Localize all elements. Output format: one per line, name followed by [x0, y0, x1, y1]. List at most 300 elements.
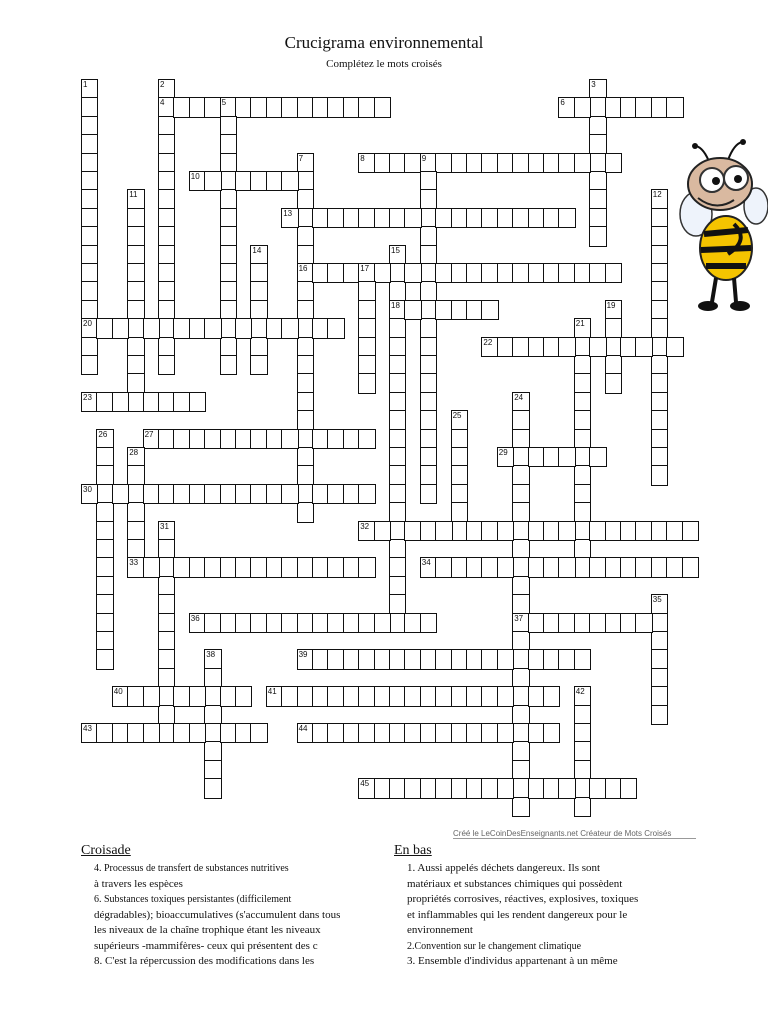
clue-number: 25 [452, 411, 462, 421]
crossword-cell[interactable] [96, 521, 113, 541]
crossword-cell[interactable] [589, 447, 606, 467]
clue-number: 29 [498, 448, 508, 457]
crossword-cell[interactable] [81, 484, 98, 504]
clue-number: 32 [360, 521, 370, 531]
crossword-cell[interactable] [96, 447, 113, 467]
crossword-cell[interactable] [96, 631, 113, 651]
crossword-cell[interactable] [127, 208, 144, 228]
clue-line: 4. Processus de transfert de substances nutritives [94, 863, 289, 874]
crossword-cell[interactable] [404, 263, 421, 283]
crossword-cell[interactable] [420, 189, 437, 209]
crossword-cell[interactable] [358, 557, 375, 577]
crossword-cell[interactable] [420, 484, 437, 504]
crossword-cell[interactable] [512, 465, 529, 485]
crossword-cell[interactable] [189, 686, 206, 706]
crossword-cell[interactable] [158, 539, 175, 559]
crossword-cell[interactable] [420, 245, 437, 265]
crossword-cell[interactable] [158, 79, 175, 99]
clue-line: 8. C'est la répercussion des modifications dans les [94, 955, 315, 967]
crossword-cell[interactable] [327, 318, 344, 338]
crossword-cell[interactable] [558, 208, 575, 228]
crossword-cell[interactable] [605, 318, 622, 338]
crossword-cell[interactable] [389, 355, 406, 375]
credit-text: Créé le LeCoinDesEnseignants.net Créateur de Mots Croisés [453, 829, 672, 838]
crossword-cell[interactable] [497, 723, 514, 743]
crossword-cell[interactable] [250, 337, 267, 357]
crossword-cell[interactable] [81, 337, 98, 357]
credit-divider [453, 838, 696, 839]
crossword-cell[interactable] [297, 245, 314, 265]
crossword-cell[interactable] [512, 539, 529, 559]
crossword-cell[interactable] [497, 778, 514, 798]
crossword-cell[interactable] [143, 318, 160, 338]
crossword-cell[interactable] [220, 116, 237, 136]
crossword-cell[interactable] [651, 668, 668, 688]
crossword-cell[interactable] [81, 300, 98, 320]
crossword-cell[interactable] [220, 300, 237, 320]
crossword-cell[interactable] [512, 668, 529, 688]
crossword-cell[interactable] [158, 668, 175, 688]
crossword-cell[interactable] [512, 484, 529, 504]
crossword-cell[interactable] [574, 502, 591, 522]
crossword-cell[interactable] [558, 521, 575, 541]
crossword-cell[interactable] [297, 502, 314, 522]
crossword-cell[interactable] [574, 318, 591, 338]
crossword-cell[interactable] [574, 649, 591, 669]
crossword-cell[interactable] [651, 613, 668, 633]
crossword-cell[interactable] [543, 723, 560, 743]
crossword-cell[interactable] [389, 373, 406, 393]
crossword-cell[interactable] [558, 447, 575, 467]
crossword-cell[interactable] [250, 355, 267, 375]
crossword-cell[interactable] [81, 281, 98, 301]
crossword-cell[interactable] [666, 337, 683, 357]
crossword-cell[interactable] [220, 134, 237, 154]
crossword-cell[interactable] [497, 521, 514, 541]
crossword-cell[interactable] [358, 429, 375, 449]
crossword-cell[interactable] [635, 613, 652, 633]
crossword-cell[interactable] [651, 649, 668, 669]
crossword-cell[interactable] [158, 594, 175, 614]
crossword-cell[interactable] [358, 281, 375, 301]
crossword-cell[interactable] [297, 410, 314, 430]
crossword-cell[interactable] [297, 355, 314, 375]
crossword-cell[interactable] [389, 594, 406, 614]
crossword-cell[interactable] [512, 392, 529, 412]
crossword-cell[interactable] [281, 208, 298, 228]
crossword-cell[interactable] [220, 226, 237, 246]
crossword-cell[interactable] [112, 392, 129, 412]
crossword-cell[interactable] [81, 226, 98, 246]
crossword-cell[interactable] [158, 208, 175, 228]
crossword-cell[interactable] [589, 189, 606, 209]
crossword-cell[interactable] [420, 171, 437, 191]
crossword-cell[interactable] [651, 631, 668, 651]
crossword-cell[interactable] [543, 686, 560, 706]
crossword-cell[interactable] [204, 778, 221, 798]
crossword-cell[interactable] [651, 245, 668, 265]
crossword-cell[interactable] [297, 189, 314, 209]
crossword-cell[interactable] [389, 281, 406, 301]
crossword-cell[interactable] [651, 355, 668, 375]
crossword-cell[interactable] [420, 373, 437, 393]
crossword-cell[interactable] [158, 226, 175, 246]
crossword-cell[interactable] [96, 429, 113, 449]
crossword-cell[interactable] [589, 134, 606, 154]
crossword-cell[interactable] [358, 318, 375, 338]
crossword-cell[interactable] [651, 263, 668, 283]
crossword-cell[interactable] [127, 300, 144, 320]
crossword-cell[interactable] [420, 337, 437, 357]
crossword-cell[interactable] [389, 318, 406, 338]
crossword-cell[interactable] [127, 337, 144, 357]
crossword-cell[interactable] [682, 557, 699, 577]
clue-number: 3 [591, 80, 596, 89]
crossword-cell[interactable] [512, 705, 529, 725]
crossword-cell[interactable] [204, 668, 221, 688]
crossword-cell[interactable] [512, 410, 529, 430]
crossword-cell[interactable] [512, 741, 529, 761]
crossword-cell[interactable] [420, 410, 437, 430]
crossword-cell[interactable] [512, 429, 529, 449]
crossword-cell[interactable] [574, 741, 591, 761]
crossword-cell[interactable] [158, 355, 175, 375]
crossword-cell[interactable] [651, 410, 668, 430]
crossword-cell[interactable] [420, 613, 437, 633]
crossword-cell[interactable] [481, 300, 498, 320]
crossword-cell[interactable] [497, 686, 514, 706]
crossword-cell[interactable] [297, 281, 314, 301]
crossword-cell[interactable] [297, 392, 314, 412]
crossword-cell[interactable] [358, 355, 375, 375]
crossword-cell[interactable] [158, 705, 175, 725]
crossword-cell[interactable] [512, 576, 529, 596]
clue-number: 14 [252, 245, 262, 255]
crossword-cell[interactable] [389, 245, 406, 265]
crossword-cell[interactable] [666, 97, 683, 117]
crossword-cell[interactable] [220, 281, 237, 301]
crossword-cell[interactable] [651, 189, 668, 209]
crossword-cell[interactable] [620, 778, 637, 798]
clue-line: et inflammables qui les rendent dangereux pour le [407, 908, 628, 921]
crossword-cell[interactable] [558, 557, 575, 577]
crossword-cell[interactable] [389, 447, 406, 467]
crossword-cell[interactable] [420, 392, 437, 412]
crossword-cell[interactable] [96, 465, 113, 485]
crossword-cell[interactable] [589, 79, 606, 99]
crossword-cell[interactable] [127, 373, 144, 393]
crossword-cell[interactable] [235, 686, 252, 706]
crossword-cell[interactable] [158, 300, 175, 320]
crossword-cell[interactable] [204, 741, 221, 761]
crossword-cell[interactable] [435, 521, 452, 541]
crossword-cell[interactable] [204, 705, 221, 725]
crossword-cell[interactable] [96, 539, 113, 559]
crossword-cell[interactable] [143, 723, 160, 743]
crossword-cell[interactable] [589, 208, 606, 228]
clue-number: 22 [483, 337, 493, 347]
crossword-cell[interactable] [574, 686, 591, 706]
crossword-cell[interactable] [127, 245, 144, 265]
crossword-cell[interactable] [651, 594, 668, 614]
crossword-cell[interactable] [389, 429, 406, 449]
crossword-cell[interactable] [127, 355, 144, 375]
clue-number: 26 [98, 429, 108, 439]
crossword-cell[interactable] [81, 245, 98, 265]
crossword-cell[interactable] [220, 208, 237, 228]
crossword-cell[interactable] [297, 300, 314, 320]
crossword-cell[interactable] [81, 263, 98, 283]
crossword-cell[interactable] [605, 153, 622, 173]
crossword-cell[interactable] [158, 134, 175, 154]
crossword-cell[interactable] [574, 705, 591, 725]
clue-number: 7 [298, 153, 304, 163]
crossword-cell[interactable] [220, 153, 237, 173]
crossword-cell[interactable] [297, 153, 314, 173]
crossword-cell[interactable] [220, 337, 237, 357]
crossword-cell[interactable] [574, 760, 591, 780]
crossword-cell[interactable] [158, 631, 175, 651]
crossword-cell[interactable] [512, 631, 529, 651]
crossword-cell[interactable] [158, 153, 175, 173]
crossword-cell[interactable] [220, 189, 237, 209]
crossword-cell[interactable] [96, 613, 113, 633]
crossword-cell[interactable] [497, 649, 514, 669]
crossword-cell[interactable] [605, 355, 622, 375]
crossword-cell[interactable] [281, 429, 298, 449]
crossword-cell[interactable] [497, 447, 514, 467]
crossword-cell[interactable] [374, 263, 391, 283]
crossword-cell[interactable] [158, 245, 175, 265]
crossword-cell[interactable] [204, 649, 221, 669]
crossword-cell[interactable] [574, 373, 591, 393]
crossword-cell[interactable] [605, 373, 622, 393]
clue-line: dégradables); bioaccumulatives (s'accumulent dans tous [94, 908, 341, 921]
crossword-cell[interactable] [651, 226, 668, 246]
crossword-cell[interactable] [512, 502, 529, 522]
crossword-cell[interactable] [297, 373, 314, 393]
crossword-cell[interactable] [389, 557, 406, 577]
crossword-cell[interactable] [682, 521, 699, 541]
crossword-cell[interactable] [81, 355, 98, 375]
crossword-cell[interactable] [497, 557, 514, 577]
crossword-cell[interactable] [651, 281, 668, 301]
crossword-cell[interactable] [81, 97, 98, 117]
crossword-cell[interactable] [389, 576, 406, 596]
crossword-cell[interactable] [297, 337, 314, 357]
crossword-cell[interactable] [574, 723, 591, 743]
crossword-cell[interactable] [512, 594, 529, 614]
crossword-cell[interactable] [127, 263, 144, 283]
crossword-cell[interactable] [358, 300, 375, 320]
crossword-cell[interactable] [389, 465, 406, 485]
crossword-cell[interactable] [127, 539, 144, 559]
crossword-cell[interactable] [96, 502, 113, 522]
crossword-cell[interactable] [574, 797, 591, 817]
crossword-cell[interactable] [204, 318, 221, 338]
crossword-cell[interactable] [81, 116, 98, 136]
crossword-cell[interactable] [189, 392, 206, 412]
crossword-cell[interactable] [358, 337, 375, 357]
crossword-cell[interactable] [81, 153, 98, 173]
crossword-cell[interactable] [143, 686, 160, 706]
crossword-cell[interactable] [635, 337, 652, 357]
clue-line: 3. Ensemble d'individus appartenant à un même [407, 955, 618, 967]
crossword-cell[interactable] [158, 613, 175, 633]
clue-number: 35 [652, 595, 662, 605]
crossword-cell[interactable] [451, 502, 468, 522]
crossword-cell[interactable] [112, 318, 129, 338]
crossword-cell[interactable] [204, 171, 221, 191]
crossword-cell[interactable] [589, 337, 606, 357]
crossword-cell[interactable] [651, 318, 668, 338]
crossword-cell[interactable] [96, 557, 113, 577]
crossword-cell[interactable] [143, 557, 160, 577]
crossword-cell[interactable] [204, 760, 221, 780]
crossword-cell[interactable] [96, 576, 113, 596]
crossword-cell[interactable] [574, 153, 591, 173]
crossword-cell[interactable] [651, 447, 668, 467]
crossword-cell[interactable] [374, 521, 391, 541]
crossword-cell[interactable] [651, 373, 668, 393]
crossword-cell[interactable] [451, 484, 468, 504]
crossword-cell[interactable] [158, 189, 175, 209]
crossword-cell[interactable] [389, 484, 406, 504]
crossword-cell[interactable] [451, 465, 468, 485]
crossword-cell[interactable] [158, 576, 175, 596]
crossword-cell[interactable] [605, 263, 622, 283]
crossword-cell[interactable] [127, 189, 144, 209]
crossword-cell[interactable] [574, 539, 591, 559]
crossword-cell[interactable] [651, 686, 668, 706]
crossword-cell[interactable] [374, 613, 391, 633]
crossword-cell[interactable] [220, 263, 237, 283]
crossword-cell[interactable] [420, 318, 437, 338]
crossword-cell[interactable] [250, 263, 267, 283]
crossword-cell[interactable] [589, 171, 606, 191]
crossword-cell[interactable] [512, 797, 529, 817]
crossword-cell[interactable] [235, 318, 252, 338]
crossword-cell[interactable] [127, 521, 144, 541]
crossword-cell[interactable] [651, 392, 668, 412]
crossword-cell[interactable] [374, 97, 391, 117]
crossword-cell[interactable] [605, 300, 622, 320]
crossword-cell[interactable] [574, 484, 591, 504]
crossword-cell[interactable] [297, 447, 314, 467]
crossword-cell[interactable] [127, 502, 144, 522]
crossword-cell[interactable] [389, 392, 406, 412]
crossword-cell[interactable] [250, 245, 267, 265]
crossword-cell[interactable] [158, 281, 175, 301]
crossword-cell[interactable] [420, 447, 437, 467]
crossword-cell[interactable] [404, 208, 421, 228]
crossword-cell[interactable] [574, 429, 591, 449]
crossword-cell[interactable] [420, 429, 437, 449]
crossword-cell[interactable] [651, 208, 668, 228]
crossword-cell[interactable] [512, 760, 529, 780]
crossword-cell[interactable] [297, 226, 314, 246]
crossword-cell[interactable] [651, 300, 668, 320]
crossword-cell[interactable] [651, 429, 668, 449]
crossword-cell[interactable] [358, 484, 375, 504]
crossword-cell[interactable] [574, 410, 591, 430]
crossword-cell[interactable] [558, 778, 575, 798]
clue-number: 34 [421, 558, 431, 568]
crossword-cell[interactable] [250, 300, 267, 320]
crossword-cell[interactable] [574, 392, 591, 412]
crossword-cell[interactable] [451, 429, 468, 449]
clue-line: à travers les espèces [94, 877, 183, 890]
crossword-cell[interactable] [420, 465, 437, 485]
crossword-cell[interactable] [250, 723, 267, 743]
crossword-cell[interactable] [574, 355, 591, 375]
crossword-cell[interactable] [574, 465, 591, 485]
crossword-cell[interactable] [420, 355, 437, 375]
crossword-cell[interactable] [81, 79, 98, 99]
crossword-cell[interactable] [281, 171, 298, 191]
crossword-cell[interactable] [451, 447, 468, 467]
crossword-cell[interactable] [420, 281, 437, 301]
crossword-cell[interactable] [81, 171, 98, 191]
crossword-cell[interactable] [281, 318, 298, 338]
crossword-cell[interactable] [250, 281, 267, 301]
crossword-cell[interactable] [158, 116, 175, 136]
crossword-cell[interactable] [81, 189, 98, 209]
crossword-cell[interactable] [404, 300, 421, 320]
crossword-cell[interactable] [558, 337, 575, 357]
crossword-cell[interactable] [651, 465, 668, 485]
crossword-cell[interactable] [651, 705, 668, 725]
clue-line: supérieurs -mammifères- ceux qui présentent des c [94, 939, 318, 952]
crossword-cell[interactable] [81, 208, 98, 228]
crossword-cell[interactable] [297, 171, 314, 191]
crossword-cell[interactable] [127, 226, 144, 246]
clue-number: 10 [190, 172, 200, 181]
crossword-cell[interactable] [112, 484, 129, 504]
crossword-cell[interactable] [158, 649, 175, 669]
clue-number: 41 [267, 687, 277, 697]
crossword-cell[interactable] [127, 281, 144, 301]
crossword-cell[interactable] [589, 226, 606, 246]
crossword-cell[interactable] [297, 465, 314, 485]
crossword-cell[interactable] [158, 263, 175, 283]
crossword-cell[interactable] [589, 116, 606, 136]
crossword-cell[interactable] [158, 171, 175, 191]
crossword-cell[interactable] [96, 594, 113, 614]
crossword-cell[interactable] [420, 226, 437, 246]
clue-number: 16 [298, 264, 308, 273]
crossword-cell[interactable] [81, 134, 98, 154]
crossword-cell[interactable] [451, 410, 468, 430]
crossword-cell[interactable] [389, 410, 406, 430]
clue-number: 2 [160, 80, 165, 89]
crossword-cell[interactable] [127, 447, 144, 467]
crossword-cell[interactable] [389, 502, 406, 522]
crossword-cell[interactable] [220, 355, 237, 375]
crossword-cell[interactable] [96, 649, 113, 669]
crossword-cell[interactable] [389, 539, 406, 559]
clue-number: 27 [144, 429, 154, 439]
crossword-cell[interactable] [220, 245, 237, 265]
crossword-cell[interactable] [358, 373, 375, 393]
crossword-cell[interactable] [127, 465, 144, 485]
crossword-cell[interactable] [158, 337, 175, 357]
crossword-cell[interactable] [158, 521, 175, 541]
crossword-cell[interactable] [189, 723, 206, 743]
crossword-cell[interactable] [389, 337, 406, 357]
crossword-cell[interactable] [574, 97, 591, 117]
crossword-cell[interactable] [281, 484, 298, 504]
